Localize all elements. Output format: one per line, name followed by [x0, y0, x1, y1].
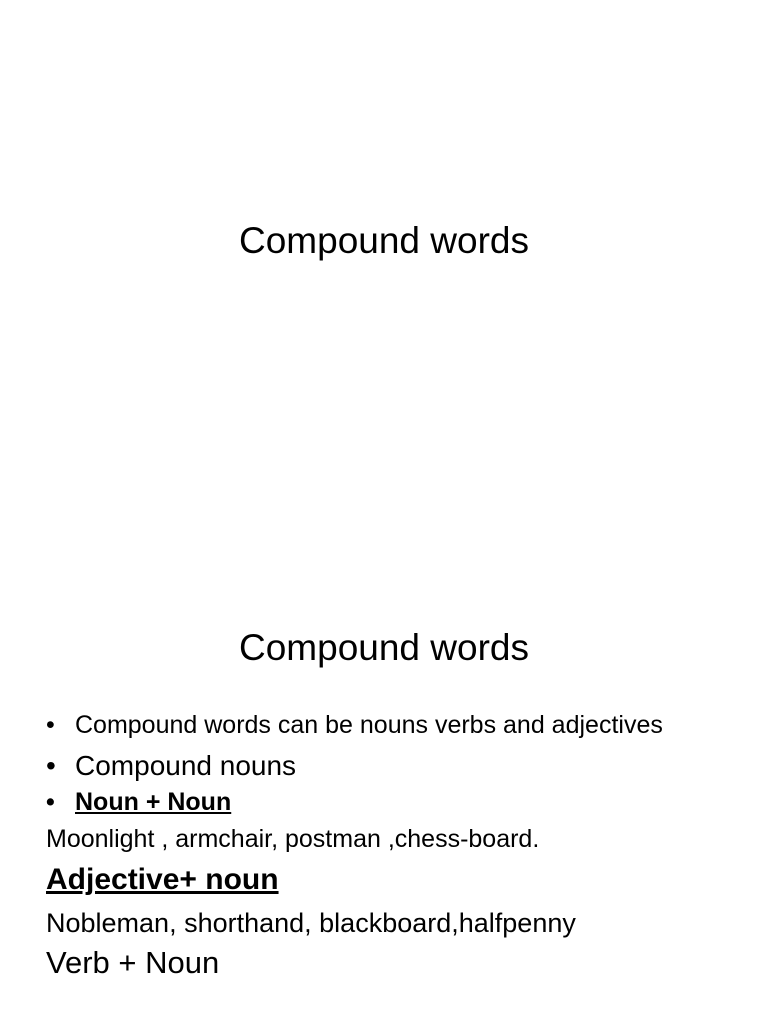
slide-title: Compound words [239, 220, 529, 261]
bullet-item [46, 710, 675, 741]
bullet-text: Compound nouns [75, 750, 297, 781]
bullet-text: Compound words can be nouns verbs and adjectives [75, 711, 663, 739]
bullet-item [46, 749, 746, 783]
bullet-item [46, 787, 746, 818]
section-heading: Adjective+ noun [46, 863, 279, 896]
example-line: Moonlight , armchair, postman ,chess-board. [46, 825, 540, 853]
slide-title: Compound words [239, 627, 529, 668]
section-heading: Verb + Noun [46, 945, 220, 980]
bullet-glyph: • [46, 788, 55, 816]
slide-content [46, 710, 746, 982]
bullet-text: Noun + Noun [75, 788, 232, 816]
slide-2 [0, 576, 768, 1024]
bullet-glyph: • [46, 711, 55, 739]
bullet-glyph: • [46, 750, 56, 781]
example-line: Nobleman, shorthand, blackboard,halfpenny [46, 908, 576, 938]
